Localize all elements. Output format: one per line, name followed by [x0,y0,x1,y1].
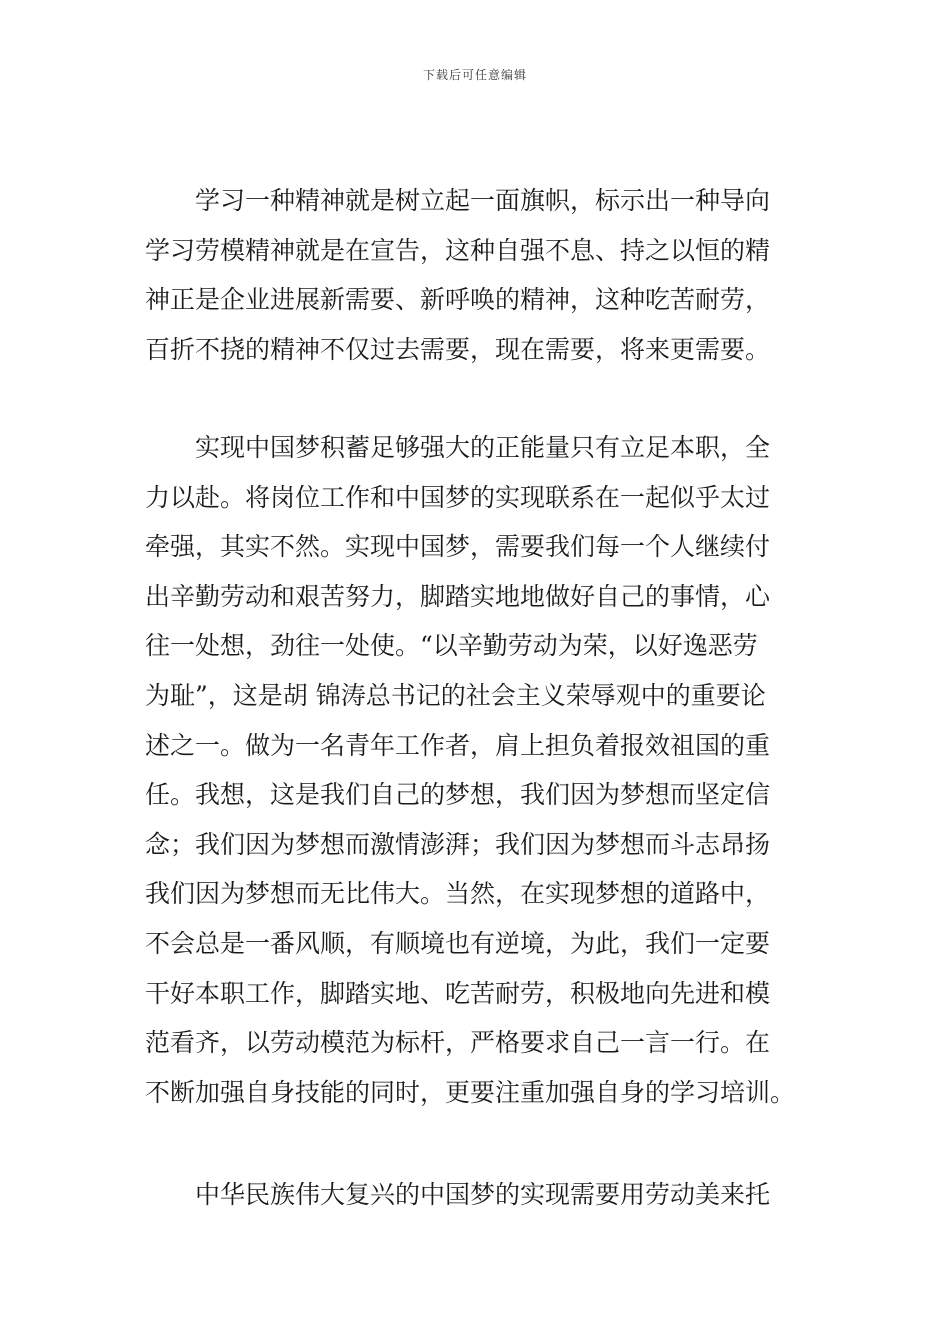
text-line: 念；我们因为梦想而激情澎湃；我们因为梦想而斗志昂扬 [145,829,771,859]
text-line: 学习劳模精神就是在宣告，这种自强不息、持之以恒的精 [145,235,771,265]
text-line: 实现中国梦积蓄足够强大的正能量只有立足本职，全 [195,433,771,462]
text-line: 干好本职工作，脚踏实地、吃苦耐劳，积极地向先进和模 [145,978,771,1008]
text-line: 神正是企业进展新需要、新呼唤的精神，这种吃苦耐劳， [145,285,771,315]
text-line: 任。我想，这是我们自己的梦想，我们因为梦想而坚定信 [145,780,771,810]
text-line: 为耻”，这是胡 锦涛总书记的社会主义荣辱观中的重要论 [145,680,766,710]
text-line: 力以赴。将岗位工作和中国梦的实现联系在一起似乎太过 [145,482,771,512]
text-line: 学习一种精神就是树立起一面旗帜，标示出一种导向 [195,186,771,215]
text-line: 出辛勤劳动和艰苦努力，脚踏实地地做好自己的事情，心 [145,581,771,611]
text-line: 述之一。做为一名青年工作者，肩上担负着报效祖国的重 [145,730,771,760]
text-line: 范看齐，以劳动模范为标杆，严格要求自己一言一行。在 [145,1028,771,1058]
paragraph-3 [145,1170,807,1220]
paragraph-2 [145,423,807,1117]
paragraph-1 [145,176,807,374]
text-line: 不会总是一番风顺，有顺境也有逆境，为此，我们一定要 [145,928,771,958]
header-note: 下载后可任意编辑 [422,68,527,82]
paragraph-text [145,1170,807,1220]
paragraph-text [145,176,807,226]
text-line: 不断加强自身技能的同时，更要注重加强自身的学习培训。 [145,1077,796,1107]
text-line: 牵强，其实不然。实现中国梦，需要我们每一个人继续付 [145,532,771,562]
text-line: 中华民族伟大复兴的中国梦的实现需要用劳动美来托 [195,1180,771,1209]
text-line: 我们因为梦想而无比伟大。当然，在实现梦想的道路中， [145,879,771,909]
text-line: 往一处想，劲往一处使。“以辛勤劳动为荣，以好逸恶劳 [145,631,758,661]
paragraph-text [145,423,807,473]
text-line: 百折不挠的精神不仅过去需要，现在需要，将来更需要。 [145,334,771,364]
